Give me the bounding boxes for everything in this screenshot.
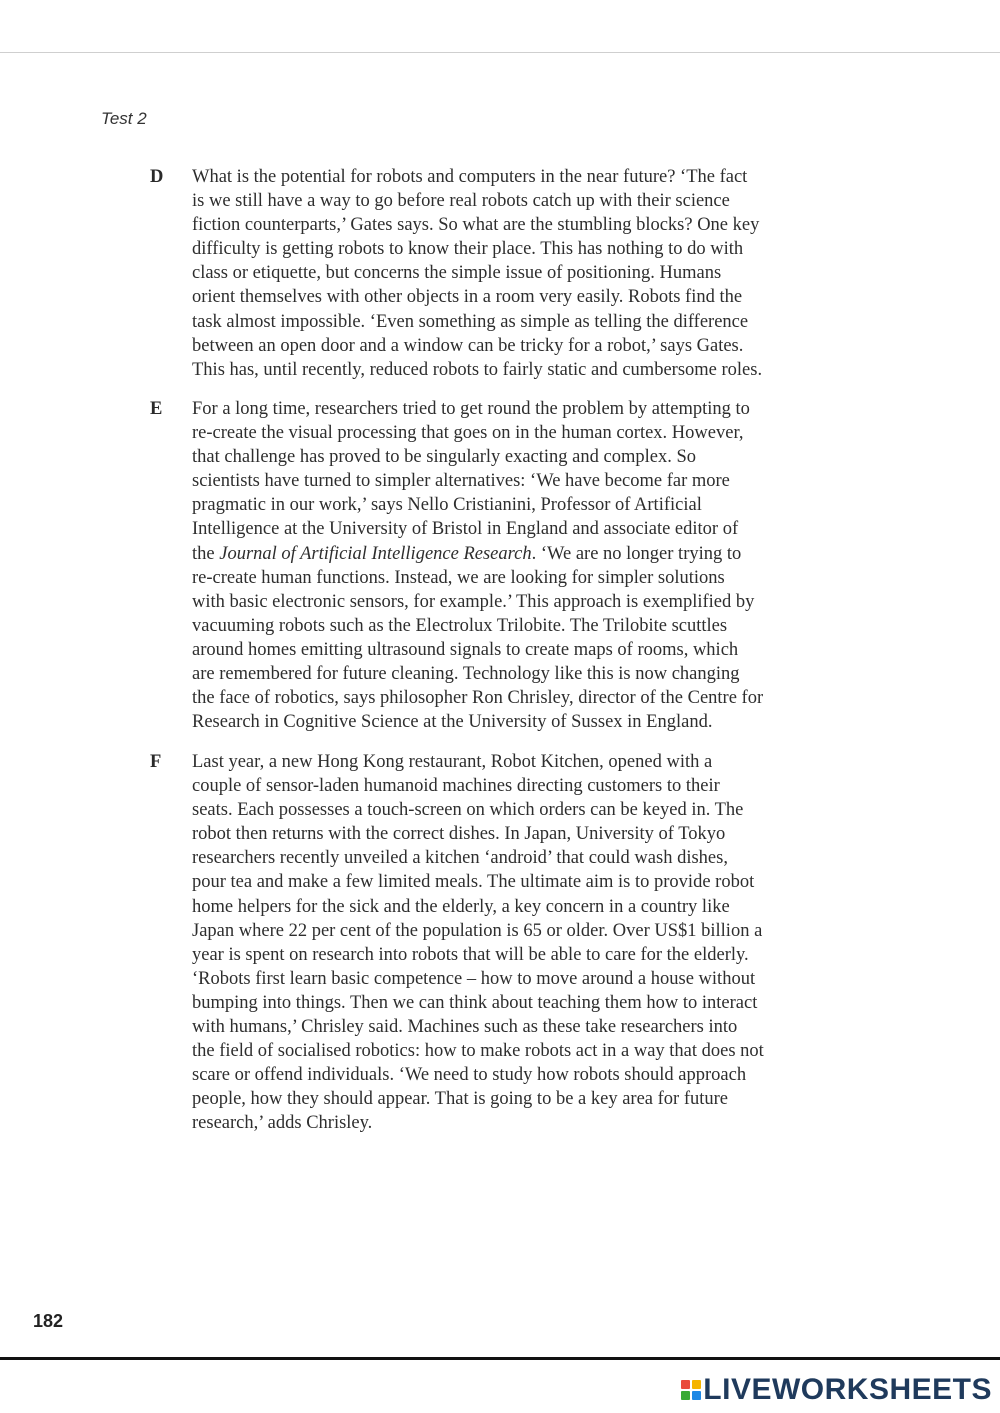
text-line: the field of socialised robotics: how to make robots act in a way that does not: [192, 1041, 764, 1062]
brand-logo-icon: [681, 1380, 701, 1400]
text-line: re-create human functions. Instead, we are looking for simpler solutions: [192, 567, 725, 588]
logo-square-icon: [692, 1391, 701, 1400]
text-line: class or etiquette, but concerns the simple issue of positioning. Humans: [192, 263, 722, 284]
section-paragraph: [192, 165, 872, 382]
text-line: scare or offend individuals. ‘We need to study how robots should approach: [192, 1065, 747, 1086]
section-letter: F: [150, 752, 162, 772]
text-line: couple of sensor-laden humanoid machines directing customers to their: [192, 776, 720, 797]
text-line: with basic electronic sensors, for example.’ This approach is exemplified by: [192, 591, 755, 612]
top-divider: [0, 52, 1000, 53]
text-line: people, how they should appear. That is going to be a key area for future: [192, 1089, 728, 1110]
text-line: Japan where 22 per cent of the population is 65 or older. Over US$1 billion a: [192, 920, 763, 941]
section-paragraph: [192, 397, 872, 734]
text-line: between an open door and a window can be tricky for a robot,’ says Gates.: [192, 335, 744, 356]
text-line: pour tea and make a few limited meals. The ultimate aim is to provide robot: [192, 872, 755, 893]
page-number: 182: [33, 1311, 64, 1331]
text-line: research,’ adds Chrisley.: [192, 1113, 373, 1134]
text-line: with humans,’ Chrisley said. Machines such as these take researchers into: [192, 1017, 738, 1038]
journal-line-after: . ‘We are no longer trying to: [531, 543, 742, 564]
text-line: pragmatic in our work,’ says Nello Cristianini, Professor of Artificial: [192, 495, 702, 516]
text-line: the face of robotics, says philosopher Ron Chrisley, director of the Centre for: [192, 688, 764, 709]
text-line: is we still have a way to go before real robots catch up with their science: [192, 191, 730, 212]
text-line: vacuuming robots such as the Electrolux Trilobite. The Trilobite scuttles: [192, 615, 728, 636]
text-line: This has, until recently, reduced robots to fairly static and cumbersome roles.: [192, 359, 763, 380]
text-line: home helpers for the sick and the elderly, a key concern in a country like: [192, 896, 730, 917]
text-line: that challenge has proved to be singularly exacting and complex. So: [192, 447, 696, 468]
text-line: Last year, a new Hong Kong restaurant, Robot Kitchen, opened with a: [192, 752, 713, 772]
journal-line-before: the: [192, 543, 220, 564]
text-line: difficulty is getting robots to know their place. This has nothing to do with: [192, 239, 744, 260]
section-paragraph: [192, 750, 872, 1136]
logo-square-icon: [692, 1380, 701, 1389]
text-line: robot then returns with the correct dishes. In Japan, University of Tokyo: [192, 824, 726, 845]
text-line: are remembered for future cleaning. Technology like this is now changing: [192, 664, 740, 685]
section-letter: D: [150, 167, 164, 187]
text-line: researchers recently unveiled a kitchen ‘android’ that could wash dishes,: [192, 848, 728, 869]
bottom-divider: [0, 1357, 1000, 1360]
text-line-with-journal: [192, 542, 872, 566]
text-line: For a long time, researchers tried to get round the problem by attempting to: [192, 399, 750, 419]
running-header: Test 2: [101, 109, 147, 128]
text-line: fiction counterparts,’ Gates says. So what are the stumbling blocks? One key: [192, 215, 760, 236]
journal-title: Journal of Artificial Intelligence Research: [219, 543, 532, 564]
logo-square-icon: [681, 1391, 690, 1400]
text-line: bumping into things. Then we can think about teaching them how to interact: [192, 992, 758, 1013]
text-line: year is spent on research into robots that will be able to care for the elderly.: [192, 944, 749, 965]
section-letter: E: [150, 399, 163, 419]
text-line: around homes emitting ultrasound signals to create maps of rooms, which: [192, 639, 739, 660]
text-line: Research in Cognitive Science at the University of Sussex in England.: [192, 712, 713, 733]
text-line: scientists have turned to simpler alternatives: ‘We have become far more: [192, 471, 730, 492]
text-line: task almost impossible. ‘Even something as simple as telling the difference: [192, 311, 749, 332]
text-line: orient themselves with other objects in a room very easily. Robots find the: [192, 287, 743, 308]
liveworksheets-brand[interactable]: [681, 1374, 992, 1406]
brand-name: LIVEWORKSHEETS: [703, 1373, 992, 1406]
text-line: What is the potential for robots and computers in the near future? ‘The fact: [192, 167, 748, 187]
text-line: ‘Robots first learn basic competence – how to move around a house without: [192, 968, 756, 989]
logo-square-icon: [681, 1380, 690, 1389]
text-line: seats. Each possesses a touch-screen on which orders can be keyed in. The: [192, 800, 744, 821]
text-line: re-create the visual processing that goes on in the human cortex. However,: [192, 423, 744, 444]
text-line: Intelligence at the University of Bristol in England and associate editor of: [192, 519, 739, 540]
